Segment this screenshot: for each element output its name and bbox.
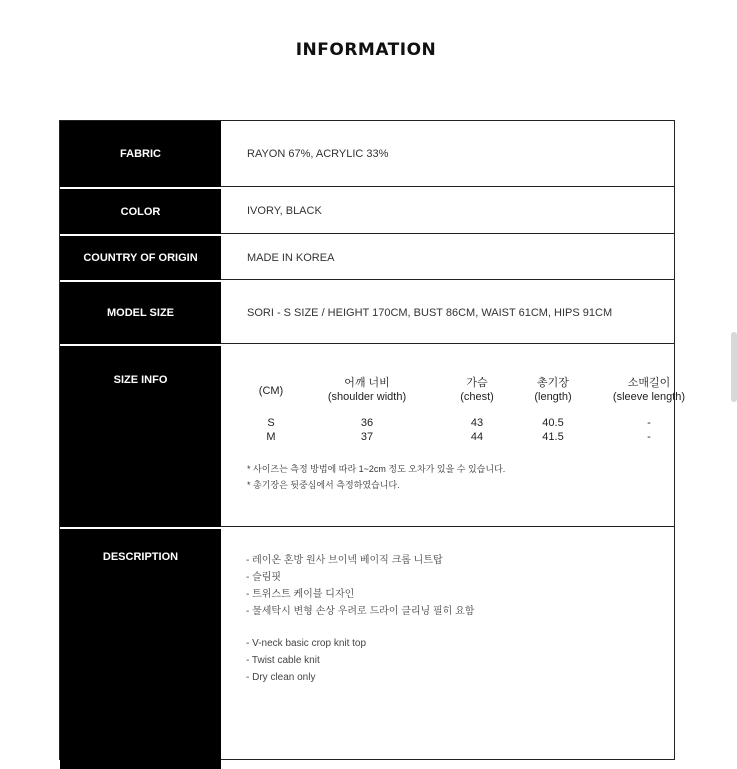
origin-row [60,236,674,280]
description-ko-1: - 레이온 혼방 원사 브이넥 베이직 크롭 니트탑 [246,555,443,566]
origin-label: COUNTRY OF ORIGIN [60,236,221,280]
size-header-length-ko: 총기장 [537,377,569,389]
size-cell: 41.5 [542,431,564,443]
size-cell: 37 [360,431,374,443]
fabric-row [60,121,674,187]
size-header-cm-label: (CM) [258,385,284,397]
size-header-shoulder-en: (shoulder width) [327,391,407,403]
size-header-shoulder [317,376,417,404]
size-header-sleeve [599,376,699,404]
description-ko-3: - 트위스트 케이블 디자인 [246,589,355,600]
description-row [60,529,674,769]
size-cell: 43 [470,417,484,429]
size-note-1: * 사이즈는 측정 방법에 따라 1~2cm 정도 오차가 있을 수 있습니다. [247,464,506,474]
size-header-length [515,376,591,404]
size-cell: - [647,417,651,429]
size-info-label: SIZE INFO [60,346,221,527]
size-cell: 36 [360,417,374,429]
description-ko-2: - 슬림핏 [246,572,282,583]
size-cell: 40.5 [542,417,564,429]
description-en-2: - Twist cable knit [246,655,320,666]
size-header-shoulder-ko: 어깨 너비 [344,377,390,389]
info-table [59,120,686,760]
description-value [221,529,674,769]
size-header-chest-en: (chest) [460,391,494,403]
scrollbar-thumb[interactable] [731,332,737,402]
model-size-label: MODEL SIZE [60,282,221,344]
description-en-3: - Dry clean only [246,672,316,683]
size-header-length-en: (length) [534,391,572,403]
page-title: INFORMATION [295,40,437,60]
size-header-sleeve-ko: 소매길이 [627,377,671,389]
model-size-value: SORI - S SIZE / HEIGHT 170CM, BUST 86CM, WAIST 61CM, HIPS 91CM [221,282,674,344]
size-note-2: * 총기장은 뒷중심에서 측정하였습니다. [247,480,400,490]
size-cell: - [647,431,651,443]
size-info-row [60,346,686,527]
origin-value: MADE IN KOREA [221,236,674,280]
model-size-row [60,282,674,344]
description-label: DESCRIPTION [60,529,221,769]
color-value: IVORY, BLACK [221,189,674,234]
size-cell: 44 [470,431,484,443]
description-en-1: - V-neck basic crop knit top [246,638,367,649]
size-header-chest [447,376,507,404]
color-row [60,189,674,234]
color-label: COLOR [60,189,221,234]
fabric-label: FABRIC [60,121,221,187]
size-info-value [221,346,686,527]
size-cell: M [266,431,276,443]
fabric-value: RAYON 67%, ACRYLIC 33% [221,121,674,187]
size-header-sleeve-en: (sleeve length) [612,391,686,403]
size-header-chest-ko: 가슴 [466,377,488,389]
size-header-cm [257,384,285,398]
size-cell: S [267,417,275,429]
description-ko-4: - 물세탁시 변형 손상 우려로 드라이 클리닝 필히 요함 [246,606,475,617]
